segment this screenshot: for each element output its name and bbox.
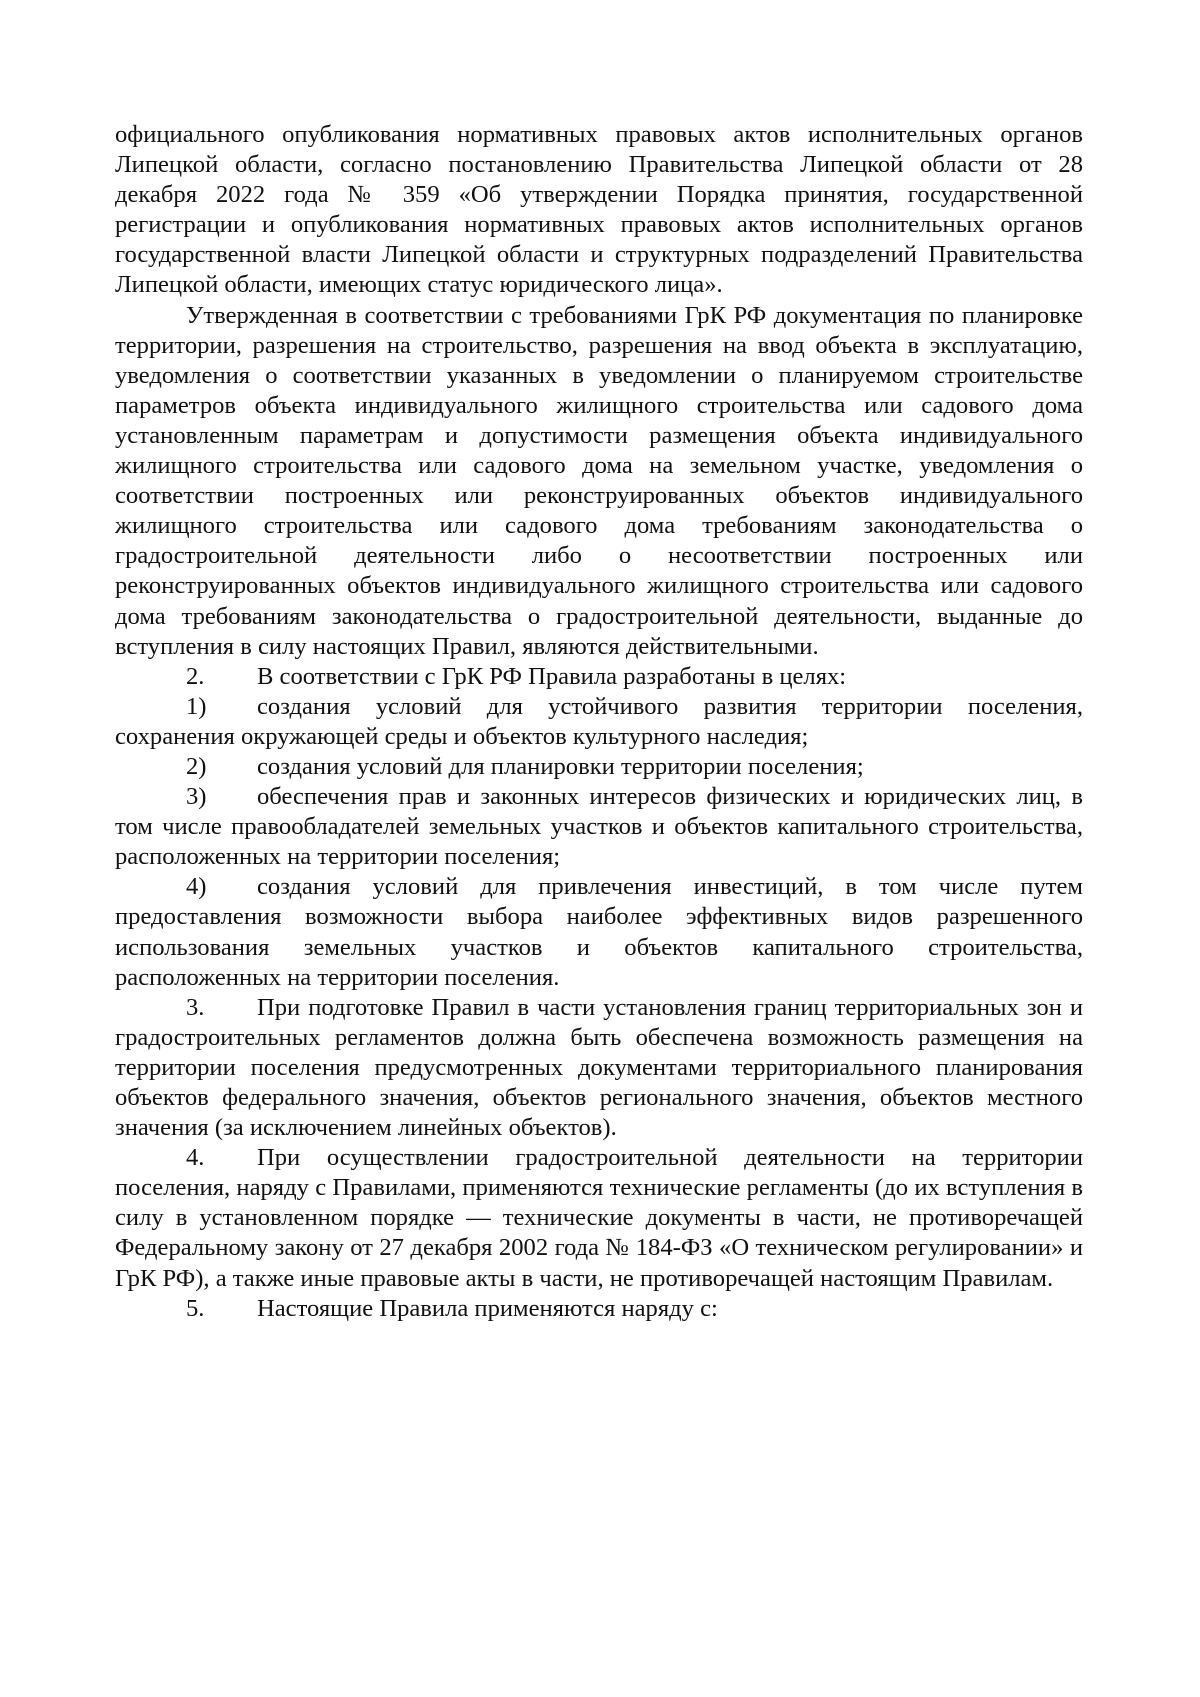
clause-number: 4) (186, 873, 207, 901)
clause-text: обеспечения прав и законных интересов физических и юридических лиц, в том числе правообладателей земельных участков и объектов капитального строительства, расположенных на территории поселения; (115, 783, 1083, 871)
clause-5 (115, 1294, 1083, 1324)
clause-number: 1) (186, 692, 207, 720)
paragraph-approved-documentation: Утвержденная в соответствии с требованиями ГрК РФ документация по планировке территории, разрешения на строительство, разрешения на ввод объекта в эксплуатацию, уведомления о соответствии указанных в уведомлении о планируемом строительстве параметров объекта индивидуального жилищного строительства или садового дома установленным параметрам и допустимости размещения объекта индивидуального жилищного строительства или садового дома на земельном участке, уведомления о соответствии построенных или реконструированных объектов индивидуального жилищного строительства или садового дома требованиям законодательства о градостроительной деятельности либо о несоответствии построенных или реконструированных объектов индивидуального жилищного строительства или садового дома требованиям законодательства о градостроительной деятельности, выданные до вступления в силу настоящих Правил, являются действительными. (115, 301, 1083, 660)
clause-text: создания условий для планировки территории поселения; (257, 752, 864, 780)
subclause-1 (115, 692, 1083, 752)
clause-text: Настоящие Правила применяются наряду с: (257, 1294, 718, 1322)
clause-text: создания условий для устойчивого развития территории поселения, сохранения окружающей среды и объектов культурного наследия; (115, 692, 1083, 750)
clause-number: 3) (186, 783, 207, 811)
clause-text: При осуществлении градостроительной деятельности на территории поселения, наряду с Правилами, применяются технические регламенты (до их вступления в силу в установленном порядке — технические документы в части, не противоречащей Федеральному закону от 27 декабря 2002 года № 184-ФЗ «О техническом регулировании» и ГрК РФ), а также иные правовые акты в части, не противоречащей настоящим Правилам. (115, 1144, 1083, 1292)
clause-number: 5. (186, 1294, 205, 1322)
clause-3 (115, 993, 1083, 1143)
clause-number: 2. (186, 662, 205, 690)
clause-number: 4. (186, 1144, 205, 1172)
document-page (115, 120, 1083, 1324)
clause-number: 2) (186, 752, 207, 780)
subclause-4 (115, 872, 1083, 992)
subclause-3 (115, 782, 1083, 872)
clause-4 (115, 1143, 1083, 1293)
subclause-2 (115, 752, 1083, 782)
clause-text: создания условий для привлечения инвестиций, в том числе путем предоставления возможности выбора наиболее эффективных видов разрешенного использования земельных участков и объектов капитального строительства, расположенных на территории поселения. (115, 873, 1083, 991)
paragraph-publication-order: официального опубликования нормативных правовых актов исполнительных органов Липецкой области, согласно постановлению Правительства Липецкой области от 28 декабря 2022 года № 359 «Об утверждении Порядка принятия, государственной регистрации и опубликования нормативных правовых актов исполнительных органов государственной власти Липецкой области и структурных подразделений Правительства Липецкой области, имеющих статус юридического лица». (115, 121, 1083, 299)
clause-number: 3. (186, 993, 205, 1021)
clause-text: При подготовке Правил в части установления границ территориальных зон и градостроительных регламентов должна быть обеспечена возможность размещения на территории поселения предусмотренных документами территориального планирования объектов федерального значения, объектов регионального значения, объектов местного значения (за исключением линейных объектов). (115, 993, 1083, 1142)
clause-text: В соответствии с ГрК РФ Правила разработаны в целях: (257, 662, 847, 690)
clause-2 (115, 662, 1083, 692)
